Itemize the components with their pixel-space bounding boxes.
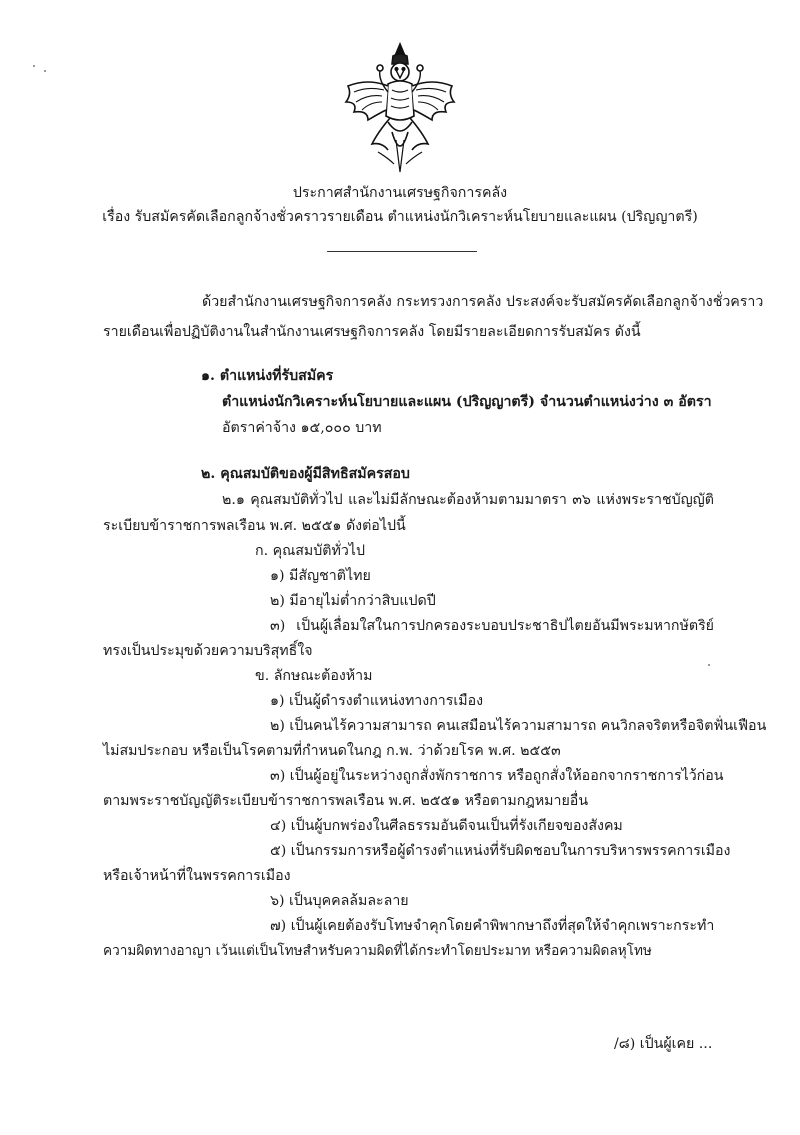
section-1-salary: อัตราค่าจ้าง ๑๕,๐๐๐ บาท bbox=[222, 420, 382, 436]
document-subject: เรื่อง รับสมัครคัดเลือกลูกจ้างชั่วคราวรายเดือน ตำแหน่งนักวิเคราะห์นโยบายและแผน (ปริญญาตรี) bbox=[102, 209, 698, 225]
section-2-a-item-2: ๒) มีอายุไม่ต่ำกว่าสิบแปดปี bbox=[270, 593, 436, 609]
title-divider bbox=[327, 251, 477, 252]
section-2-heading: ๒. คุณสมบัติของผู้มีสิทธิสมัครสอบ bbox=[201, 466, 410, 482]
section-2-b-item-2-line-1: ๒) เป็นคนไร้ความสามารถ คนเสมือนไร้ความสามารถ คนวิกลจริตหรือจิตฟั่นเฟือน bbox=[270, 718, 767, 734]
section-2-b-item-7-line-1: ๗) เป็นผู้เคยต้องรับโทษจำคุกโดยคำพิพากษาถึงที่สุดให้จำคุกเพราะกระทำ bbox=[270, 918, 715, 934]
section-2-b-item-4: ๔) เป็นผู้บกพร่องในศีลธรรมอันดีจนเป็นที่รังเกียจของสังคม bbox=[270, 818, 623, 834]
section-2-b-heading: ข. ลักษณะต้องห้าม bbox=[255, 668, 373, 684]
section-2-b-item-6: ๖) เป็นบุคคลล้มละลาย bbox=[270, 893, 409, 909]
page-continuation: /๘) เป็นผู้เคย ... bbox=[614, 1036, 713, 1052]
section-2-intro-line-2: ระเบียบข้าราชการพลเรือน พ.ศ. ๒๕๕๑ ดังต่อไปนี้ bbox=[103, 518, 406, 534]
section-2-a-item-3-line-1: ๓) เป็นผู้เลื่อมใสในการปกครองระบอบประชาธิปไตยอันมีพระมหากษัตริย์ bbox=[270, 618, 714, 634]
scan-speck bbox=[708, 664, 710, 666]
section-2-intro-line-1: ๒.๑ คุณสมบัติทั่วไป และไม่มีลักษณะต้องห้ามตามมาตรา ๓๖ แห่งพระราชบัญญัติ bbox=[222, 492, 714, 508]
section-2-b-item-2-line-2: ไม่สมประกอบ หรือเป็นโรคตามที่กำหนดในกฎ ก.พ. ว่าด้วยโรค พ.ศ. ๒๕๕๓ bbox=[103, 743, 561, 759]
section-2-b-item-3-line-1: ๓) เป็นผู้อยู่ในระหว่างถูกสั่งพักราชการ หรือถูกสั่งให้ออกจากราชการไว้ก่อน bbox=[270, 768, 724, 784]
scan-speck bbox=[33, 65, 35, 67]
section-1-position: ตำแหน่งนักวิเคราะห์นโยบายและแผน (ปริญญาตรี) จำนวนตำแหน่งว่าง ๓ อัตรา bbox=[222, 394, 712, 410]
scan-speck bbox=[44, 70, 46, 72]
section-2-b-item-5-line-2: หรือเจ้าหน้าที่ในพรรคการเมือง bbox=[103, 868, 291, 884]
section-2-b-item-5-line-1: ๕) เป็นกรรมการหรือผู้ดำรงตำแหน่งที่รับผิดชอบในการบริหารพรรคการเมือง bbox=[270, 843, 731, 859]
section-1-heading: ๑. ตำแหน่งที่รับสมัคร bbox=[201, 368, 334, 384]
document-title: ประกาศสำนักงานเศรษฐกิจการคลัง bbox=[292, 185, 508, 201]
section-2-a-heading: ก. คุณสมบัติทั่วไป bbox=[255, 543, 365, 559]
section-2-b-item-3-line-2: ตามพระราชบัญญัติระเบียบข้าราชการพลเรือน พ.ศ. ๒๕๕๑ หรือตามกฎหมายอื่น bbox=[103, 793, 589, 809]
section-2-a-item-1: ๑) มีสัญชาติไทย bbox=[270, 568, 371, 584]
intro-line-2: รายเดือนเพื่อปฏิบัติงานในสำนักงานเศรษฐกิจการคลัง โดยมีรายละเอียดการรับสมัคร ดังนี้ bbox=[103, 324, 641, 340]
section-2-b-item-7-line-2: ความผิดทางอาญา เว้นแต่เป็นโทษสำหรับความผิดที่ได้กระทำโดยประมาท หรือความผิดลหุโทษ bbox=[103, 943, 652, 959]
intro-line-1: ด้วยสำนักงานเศรษฐกิจการคลัง กระทรวงการคลัง ประสงค์จะรับสมัครคัดเลือกลูกจ้างชั่วคราว bbox=[202, 294, 764, 310]
garuda-emblem-icon bbox=[338, 40, 462, 180]
section-2-b-item-1: ๑) เป็นผู้ดำรงตำแหน่งทางการเมือง bbox=[270, 693, 484, 709]
section-2-a-item-3-line-2: ทรงเป็นประมุขด้วยความบริสุทธิ์ใจ bbox=[103, 643, 313, 659]
